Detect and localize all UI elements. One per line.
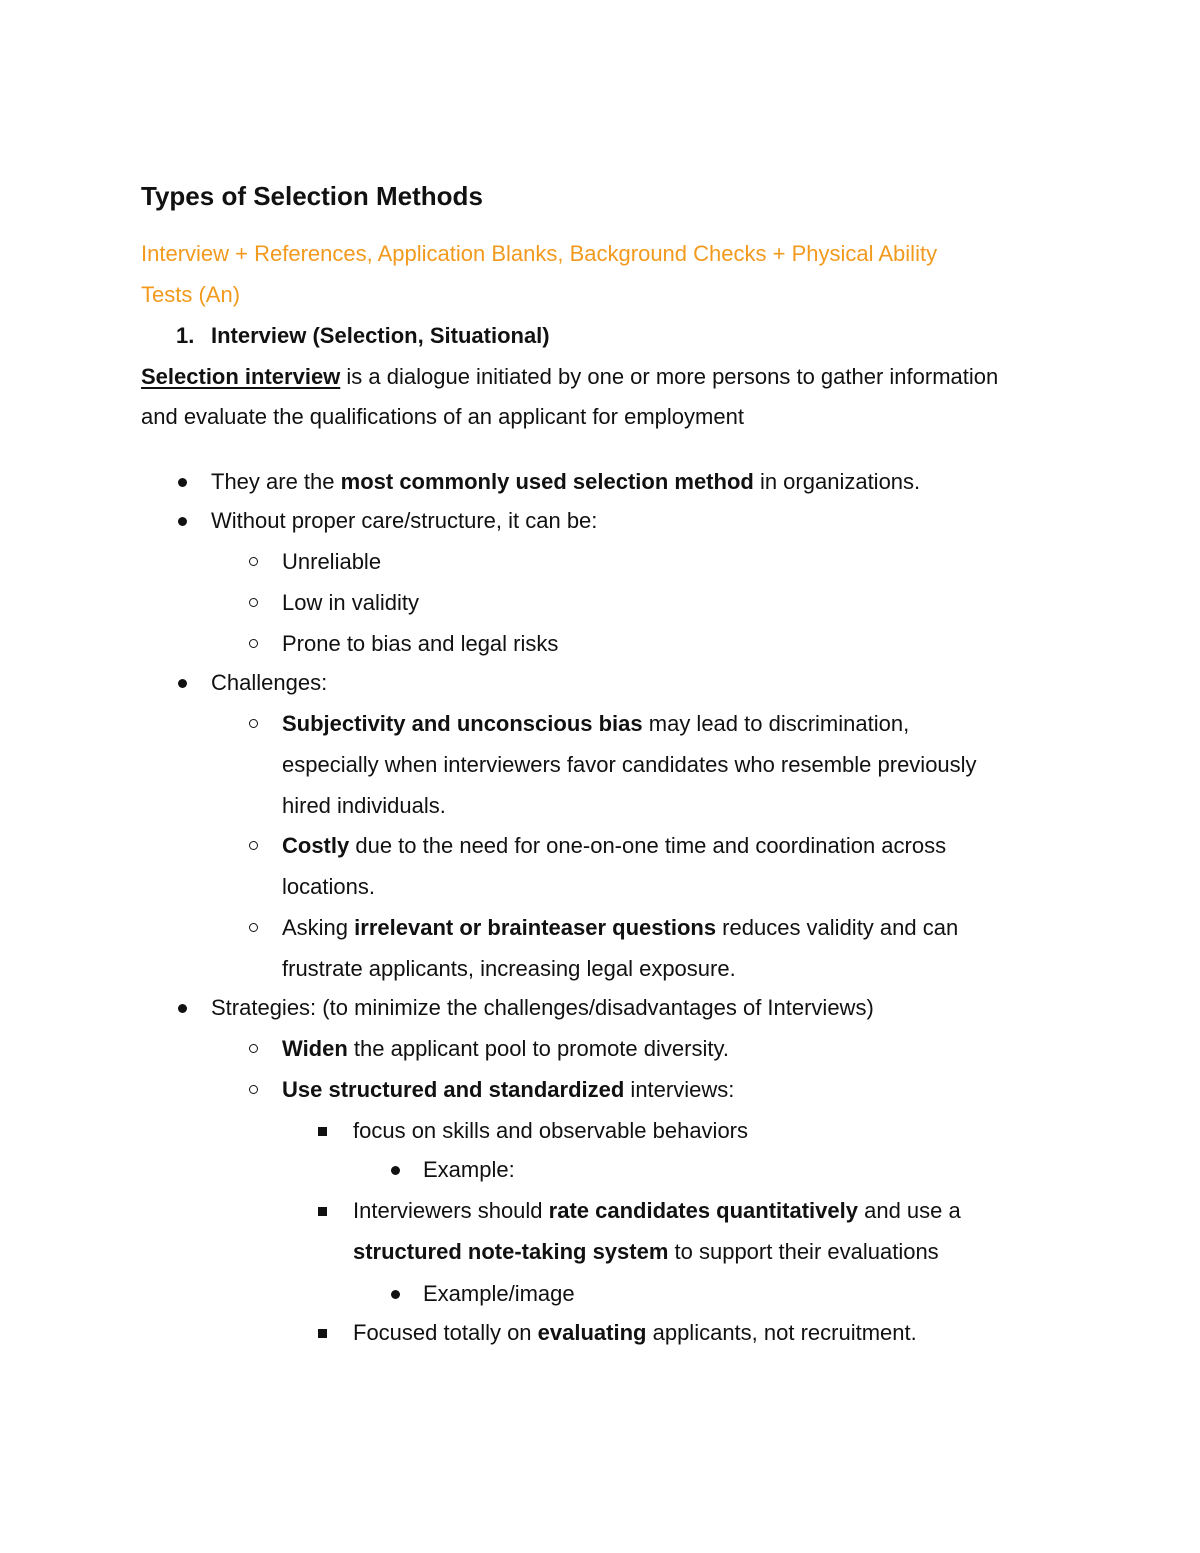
example-image-label: Example/image <box>423 1281 575 1306</box>
bullet-dot-icon <box>391 1166 400 1175</box>
strategy-focus-skills: focus on skills and observable behaviors <box>353 1118 749 1143</box>
challenge-irrelevant-line-2: frustrate applicants, increasing legal exposure. <box>282 956 736 981</box>
subtitle-line-2: Tests (An) <box>141 282 241 307</box>
bullet-circle-icon <box>249 923 258 932</box>
bullet-square-icon <box>318 1207 327 1216</box>
definition-term: Selection interview <box>141 364 341 389</box>
bullet-dot-icon <box>178 1004 187 1013</box>
section-number: 1. <box>176 323 195 348</box>
bullet-strategies: Strategies: (to minimize the challenges/disadvantages of Interviews) <box>211 995 874 1020</box>
example-label: Example: <box>423 1157 515 1182</box>
bullet-dot-icon <box>178 517 187 526</box>
strategy-focused-evaluating: Focused totally on evaluating applicants, not recruitment. <box>353 1320 917 1345</box>
list-item-unreliable: Unreliable <box>282 549 382 574</box>
bullet-circle-icon <box>249 598 258 607</box>
bullet-circle-icon <box>249 1085 258 1094</box>
bullet-dot-icon <box>178 478 187 487</box>
strategy-structured: Use structured and standardized interviews: <box>282 1077 735 1102</box>
bullet-circle-icon <box>249 557 258 566</box>
strategy-rate-line-2: structured note-taking system to support their evaluations <box>353 1239 939 1264</box>
challenge-costly-line-1: Costly due to the need for one-on-one time and coordination across <box>282 833 947 858</box>
subtitle-line-1: Interview + References, Application Blanks, Background Checks + Physical Ability <box>141 241 938 266</box>
definition-line-1: Selection interview is a dialogue initiated by one or more persons to gather information <box>141 364 999 389</box>
bullet-circle-icon <box>249 719 258 728</box>
bullet-circle-icon <box>249 639 258 648</box>
strategy-widen: Widen the applicant pool to promote diversity. <box>282 1036 729 1061</box>
bullet-most-common: They are the most commonly used selection method in organizations. <box>211 469 921 494</box>
strategy-rate-line-1: Interviewers should rate candidates quantitatively and use a <box>353 1198 961 1223</box>
bullet-circle-icon <box>249 1044 258 1053</box>
bullet-square-icon <box>318 1127 327 1136</box>
section-heading: Interview (Selection, Situational) <box>211 323 550 348</box>
definition-line-2: and evaluate the qualifications of an applicant for employment <box>141 404 744 429</box>
bullet-without-structure: Without proper care/structure, it can be: <box>211 508 598 533</box>
bullet-challenges: Challenges: <box>211 670 328 695</box>
list-item-low-validity: Low in validity <box>282 590 419 615</box>
challenge-subjectivity-line-1: Subjectivity and unconscious bias may lead to discrimination, <box>282 711 910 736</box>
page-title: Types of Selection Methods <box>141 181 483 211</box>
bullet-dot-icon <box>391 1290 400 1299</box>
bullet-circle-icon <box>249 841 258 850</box>
challenge-subjectivity-line-3: hired individuals. <box>282 793 446 818</box>
challenge-subjectivity-line-2: especially when interviewers favor candidates who resemble previously <box>282 752 977 777</box>
bullet-square-icon <box>318 1329 327 1338</box>
bullet-dot-icon <box>178 679 187 688</box>
list-item-prone-to-bias: Prone to bias and legal risks <box>282 631 559 656</box>
challenge-irrelevant-line-1: Asking irrelevant or brainteaser questions reduces validity and can <box>282 915 959 940</box>
challenge-costly-line-2: locations. <box>282 874 375 899</box>
